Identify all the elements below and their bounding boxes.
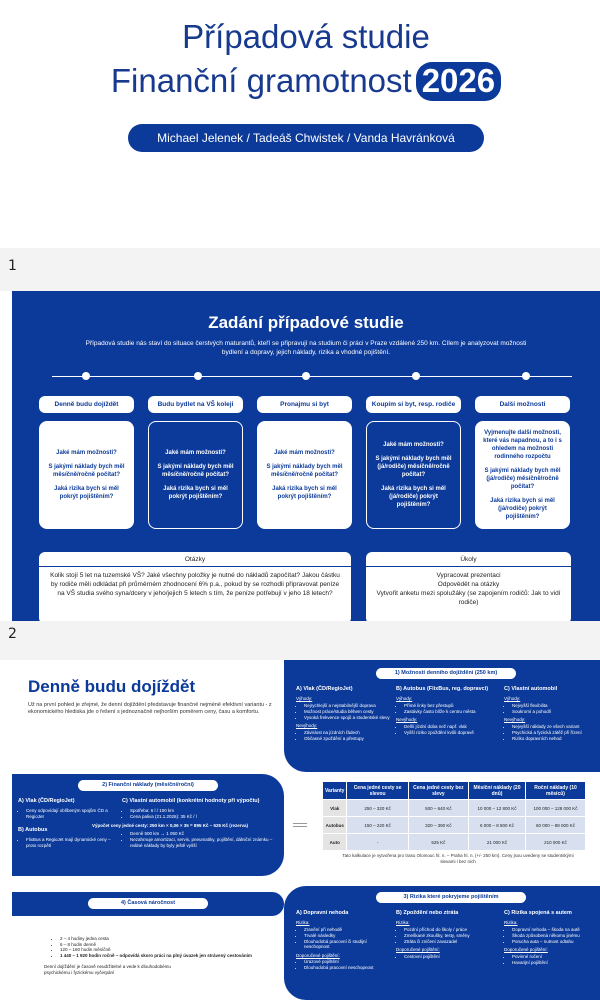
option-header: Koupím si byt, resp. rodiče (366, 396, 461, 413)
option-card: Vyjmenujte další možnosti, které vás napadnou, a to i s ohledem na možnosti rodinného rozpočtu S jakými náklady bych měl (já/rodiče) měsíčně/ročně počítat? Jaká rizika bych si měl (já/rodiče) pokrýt pojištěním? (475, 421, 570, 529)
commute-options-panel (284, 660, 600, 772)
section-header: 1) Možnosti denního dojíždění (250 km) (376, 668, 516, 679)
option-card: Jaké mám možnosti? S jakými náklady bych měl (já/rodiče) měsíčně/ročně počítat? Jaká rizika bych si měl (já/rodiče) pokrýt pojištěním? (366, 421, 461, 529)
table-note: Tato kalkulace je vytvořena pro trasu Olomouc hl. n. – Praha hl. n. (+/- 250 km). Ceny jsou uvedeny se studentskými slevami i bez nich (342, 853, 574, 864)
insurance-risks-panel (284, 886, 600, 1000)
option-header: Denně budu dojíždět (39, 396, 134, 413)
equals-icon (293, 823, 307, 827)
timeline-dot (522, 372, 530, 380)
slide-number: 2 (8, 626, 17, 642)
questions-title: Otázky (39, 552, 351, 567)
financial-costs-panel (12, 774, 284, 876)
delay-risk: B) Zpoždění nebo ztráta Rizika: • Pozdní příchod do školy / práce • Zmeškané zkoušky, testy, směny • Ztráta či zničení zavazadel Doporučené pojištění: • Cestovní pojištění (396, 910, 496, 960)
title-line-1: Případová studie (182, 18, 430, 55)
option-header: Pronajmu si byt (257, 396, 352, 413)
bus-option: B) Autobus (FlixBus, reg. dopravci) Výhody: • Přímé linky bez přestupů • Zastávky často blíže k centru města Nevýhody: • Delší jízdní doba než např. vlak • Vyšší riziko zpoždění kvůli dopravě (396, 686, 496, 736)
questions-box (39, 552, 351, 621)
timeline-line (52, 376, 572, 377)
slide-gap (0, 248, 600, 291)
table-row: Vlak 250 – 320 Kč 500 – 640 Kč 10 000 – 12 800 Kč 100 000 – 128 000 Kč (323, 800, 586, 817)
year-badge: 2026 (416, 62, 501, 101)
questions-text: Kolik stojí 5 let na tuzemské VŠ? Jaké všechny položky je nutné do nákladů započítat? Jakou částku by rodiče měli odkládat při průměrném zhodnocení 6% p.a., pokud by se rozhodli připravovat peníze na VŠ studia svého syna/dcery v jeho/jejich 5 letech s tím, že peníze potřebují v jeho 18 letech? (50, 572, 340, 597)
table-header-row: Varianty Cena jedné cesty se slevou Cena jedné cesty bez slevy Měsíční náklady (20 dnů) Roční náklady (10 měsíců) (323, 782, 586, 800)
table-row: Auto - 525 Kč 21 000 Kč 210 000 Kč (323, 834, 586, 851)
train-option: A) Vlak (ČD/RegioJet) Výhody: • Nejrychlejší a nejstabilnější doprava • Možnost práce/studia během cesty • Vysoká frekvence spojů a studentské slevy Nevýhody: • Závislost na jízdních řádech • Občasné zpoždění a přestupy (296, 686, 391, 742)
slide-subtitle: Už na první pohled je zřejmé, že denní dojíždění představuje finančně nejméně efektivní variantu - z ekonomického hlediska jde o řešení s jednoznačně nejhorším poměrem ceny, času a komfortu. (28, 702, 272, 715)
tasks-text: Vypracovat prezentaci Odpovědět na otázky Vytvořit anketu mezi spolužáky (se zapojením rodičů: Jak to vidí rodiče) (376, 572, 561, 606)
time-demand-header (12, 892, 284, 916)
option-header: Budu bydlet na VŠ koleji (148, 396, 243, 413)
slide-commute[interactable] (12, 660, 600, 1000)
slide-title: Denně budu dojíždět (28, 677, 196, 696)
option-card: Jaké mám možnosti? S jakými náklady bych měl měsíčně/ročně počítat? Jaká rizika bych si měl pokrýt pojištěním? (39, 421, 134, 529)
slide-number: 1 (8, 258, 17, 274)
intro-text: Případová studie nás staví do situace čerstvých maturantů, kteří se připravují na studium či práci v Praze vzdálené 250 km. Cílem je analyzovat možnosti bydlení a dopravy, jejich náklady, rizika a vhodné pojištění. (85, 340, 527, 356)
table-row: Autobus 150 – 220 Kč 320 – 390 Kč 6 000 – 8 800 Kč 60 000 – 88 000 Kč (323, 817, 586, 834)
time-summary: Denní dojíždění je časově neudržitelné a vede k dlouhodobému psychickému i fyzickému vyčerpání (44, 964, 171, 975)
section-header: 4) Časová náročnost (88, 898, 208, 909)
slide-title[interactable] (12, 0, 600, 248)
train-costs: A) Vlak (ČD/RegioJet) • Ceny odpovídají oblíbeným spojům ČD a RegioJet B) Autobus • FlixBus a RegioJet mají dynamické ceny – proto rozpětí (18, 798, 118, 849)
slide-assignment[interactable] (12, 291, 600, 621)
timeline-dot (194, 372, 202, 380)
slide-gap (0, 621, 600, 660)
tasks-title: Úkoly (366, 552, 571, 567)
time-demand-list: • 2 – 4 hodiny jedna cesta • 6 – 8 hodin denně • 120 – 160 hodin měsíčně • 1 440 – 1 920 hodin ročně – odpovídá skoro práci na plný úvazek jen strávený cestováním Denní dojíždění je časově neudržitelné a vede k dlouhodobému psychickému i fyzickému vyčerpání (52, 936, 252, 975)
accident-risk: A) Dopravní nehoda Rizika: • Zranění při nehodě • Trvalé následky • Dlouhodobá pracovní či studijní neschopnost Doporučené pojištění: • Úrazové pojištění • Dlouhodobá pracovní neschopnost (296, 910, 391, 971)
car-costs: C) Vlastní automobil (konkrétní hodnoty při výpočtu) • Spotřeba: 6 l / 100 km • Cena paliva (21.1.2026): 35 Kč / l Výpočet ceny jedné cesty: 250 km × 0,06 × 35 = 895 Kč – 525 Kč (rezerva) • Denně 500 km → 1 050 Kč • Nezahrnuje amortizaci, servis, pneumatiky, pojištění, dálniční známku – reálné náklady by byly ještě vyšší (122, 798, 278, 849)
calc-text: Výpočet ceny jedné cesty: 250 km × 0,06 × 35 = 895 Kč – 525 Kč (rezerva) (92, 822, 248, 828)
slide-title: Zadání případové studie (208, 313, 404, 332)
option-card: Jaké mám možnosti? S jakými náklady bych měl měsíčně/ročně počítat? Jaká rizika bych si měl pokrýt pojištěním? (148, 421, 243, 529)
section-header: 3) Rizika které pokryjeme pojištěním (376, 892, 526, 903)
section-header: 2) Finanční náklady (měsíční/roční) (78, 780, 218, 791)
tasks-box (366, 552, 571, 621)
authors-badge: Michael Jelenek / Tadeáš Chwistek / Vanda Havránková (128, 124, 484, 152)
timeline-dot (412, 372, 420, 380)
option-header: Další možnosti (475, 396, 570, 413)
timeline-dot (302, 372, 310, 380)
option-card: Jaké mám možnosti? S jakými náklady bych měl měsíčně/ročně počítat? Jaká rizika bych si měl pokrýt pojištěním? (257, 421, 352, 529)
car-risk: C) Rizika spojená s autem Rizika: • Dopravní nehoda – škoda na autě • Škoda způsobená někomu jinému • Porucha auta – nutnost odtahu Doporučené pojištění: • Povinné ručení • Havarijní pojištění (504, 910, 594, 966)
car-option: C) Vlastní automobil Výhody: • Nejvyšší flexibilita • Soukromí a pohodlí Nevýhody: • Nejvyšší náklady ze všech variant • Psychická a fyzická zátěž při řízení • Riziko dopravních nehod (504, 686, 594, 742)
title-line-2: Finanční gramotnost 2026 (12, 62, 600, 100)
cost-table (322, 781, 586, 851)
timeline-dot (82, 372, 90, 380)
